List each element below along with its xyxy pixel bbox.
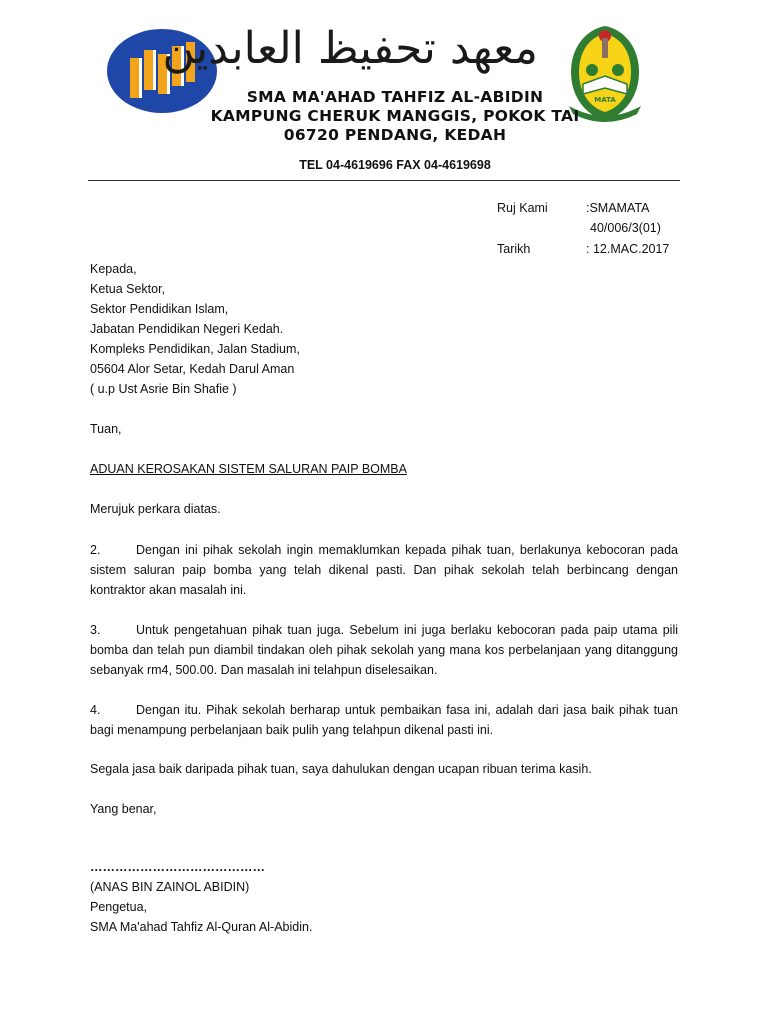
contact-numbers: TEL 04-4619696 FAX 04-4619698 bbox=[299, 158, 491, 172]
signatory-title: Pengetua, bbox=[90, 900, 147, 914]
recipient-line: ( u.p Ust Asrie Bin Shafie ) bbox=[90, 382, 237, 396]
closing-line: Segala jasa baik daripada pihak tuan, saya dahulukan dengan ucapan ribuan terima kasih. bbox=[90, 762, 592, 776]
paragraph-number: 3. bbox=[90, 623, 101, 637]
paragraph-text: Dengan itu. Pihak sekolah berharap untuk pembaikan fasa ini, adalah dari jasa baik pihak tuan bagi menampung perbelanjaan baik pulih yang telahpun dikenal pasti ini. bbox=[90, 703, 678, 737]
ruj-value: :SMAMATA bbox=[586, 201, 650, 215]
salutation: Tuan, bbox=[90, 422, 122, 436]
paragraph-2 bbox=[90, 540, 678, 600]
arabic-school-title: معهد تحفيظ العابدين bbox=[162, 23, 538, 74]
ruj-value-cont: 40/006/3(01) bbox=[590, 221, 661, 235]
paragraph-text: Dengan ini pihak sekolah ingin memaklumkan kepada pihak tuan, berlakunya kebocoran pada sistem saluran paip bomba yang telah dikenal pasti. Dan pihak sekolah telah berbincang dengan kontraktor akan masalah ini. bbox=[90, 543, 678, 597]
recipient-line: Ketua Sektor, bbox=[90, 282, 166, 296]
letter-subject: ADUAN KEROSAKAN SISTEM SALURAN PAIP BOMBA bbox=[90, 462, 407, 476]
paragraph-number: 2. bbox=[90, 543, 101, 557]
sign-off: Yang benar, bbox=[90, 802, 157, 816]
paragraph-3 bbox=[90, 620, 678, 680]
paragraph-text: Untuk pengetahuan pihak tuan juga. Sebelum ini juga berlaku kebocoran pada paip utama pili bomba dan telah pun diambil tindakan oleh pihak sekolah yang mana kos perbelanjaan yang ditanggung sebanyak rm4, 500.00. Dan masalah ini telahpun diselesaikan. bbox=[90, 623, 678, 677]
tarikh-value: : 12.MAC.2017 bbox=[586, 242, 670, 256]
paragraph-number: 4. bbox=[90, 703, 101, 717]
school-street: KAMPUNG CHERUK MANGGIS, POKOK TAI bbox=[210, 107, 580, 125]
tarikh-label: Tarikh bbox=[497, 242, 531, 256]
recipient-line: 05604 Alor Setar, Kedah Darul Aman bbox=[90, 362, 295, 376]
signature-line: …………………………………… bbox=[90, 860, 265, 874]
paragraph-4 bbox=[90, 700, 678, 740]
school-postcode-city: 06720 PENDANG, KEDAH bbox=[283, 126, 507, 144]
signatory-school: SMA Ma'ahad Tahfiz Al-Quran Al-Abidin. bbox=[90, 920, 313, 934]
ruj-label: Ruj Kami bbox=[497, 201, 548, 215]
opening-line: Merujuk perkara diatas. bbox=[90, 502, 221, 516]
recipient-line: Kompleks Pendidikan, Jalan Stadium, bbox=[90, 342, 300, 356]
recipient-line: Sektor Pendidikan Islam, bbox=[90, 302, 229, 316]
recipient-line: Kepada, bbox=[90, 262, 137, 276]
signatory-name: (ANAS BIN ZAINOL ABIDIN) bbox=[90, 880, 250, 894]
school-name: SMA MA'AHAD TAHFIZ AL-ABIDIN bbox=[246, 88, 544, 106]
crest-label: MATA bbox=[594, 96, 616, 104]
recipient-line: Jabatan Pendidikan Negeri Kedah. bbox=[90, 322, 284, 336]
school-address-block bbox=[200, 88, 590, 145]
header-divider bbox=[88, 180, 680, 181]
